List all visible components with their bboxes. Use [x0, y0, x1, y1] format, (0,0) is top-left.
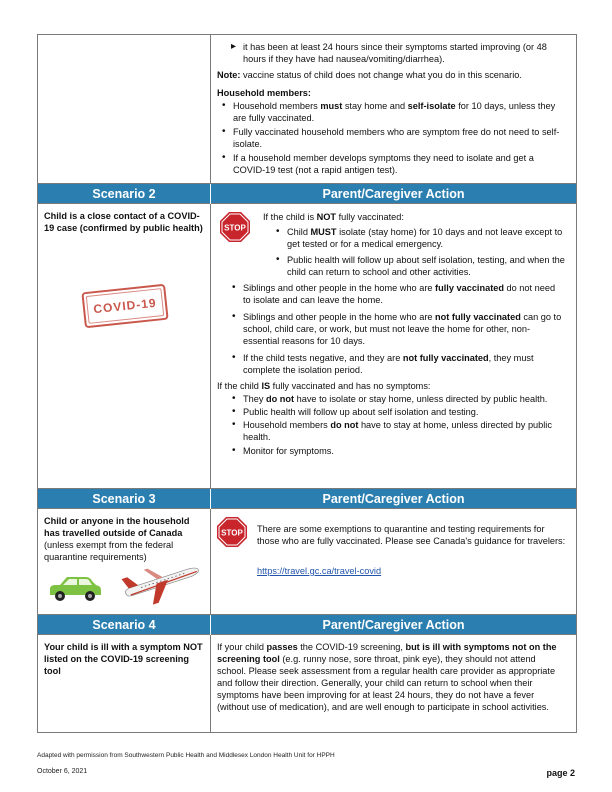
household-item: • If a household member develops symptoms they need to isolate and get a COVID-19 test (not a rapid antigen test).: [217, 152, 568, 176]
note: Note: vaccine status of child does not change what you do in this scenario.: [217, 70, 522, 80]
svg-text:STOP: STOP: [224, 223, 246, 233]
arrow-list: [217, 41, 568, 65]
s2-item: • Siblings and other people in the home who are fully vaccinated do not need to isolate and can leave the home.: [227, 282, 564, 306]
scenario2-body: [37, 204, 577, 489]
continuation-left-cell: [38, 35, 211, 183]
scenario4-title: Scenario 4: [38, 615, 211, 635]
scenario4-action-title: Parent/Caregiver Action: [322, 618, 465, 632]
household-item: • Fully vaccinated household members who are symptom free do not need to self-isolate.: [217, 126, 568, 150]
scenario4-left-cell: [38, 635, 211, 732]
footer-date: October 6, 2021: [37, 768, 88, 775]
scenario2-action-title: Parent/Caregiver Action: [322, 187, 465, 201]
covid-stamp-icon: COVID-19: [81, 284, 168, 329]
s2-item: • Siblings and other people in the home who are not fully vaccinated can go to school, child care, or work, but must not leave the home for other, non-essential reasons for 10 days.: [227, 311, 564, 347]
continuation-row: [37, 34, 577, 184]
is-vaccinated-item: • Public health will follow up about self isolation and testing.: [227, 406, 564, 418]
is-vaccinated-item: • They do not have to isolate or stay home, unless directed by public health.: [227, 393, 564, 405]
svg-text:STOP: STOP: [221, 528, 243, 538]
household-list: [217, 100, 568, 176]
scenario3-body: [37, 509, 577, 615]
scenario2-right-cell: [211, 204, 576, 488]
scenario3-description: Child or anyone in the household has travelled outside of Canada (unless exempt from the federal quarantine requirements): [44, 516, 190, 562]
scenario2-title: Scenario 2: [38, 184, 211, 204]
scenario4-header: [37, 615, 577, 635]
arrow-item: ▸ it has been at least 24 hours since their symptoms started improving (or 48 hours if they have had nausea/vomiting/diarrhea).: [229, 41, 568, 65]
household-heading: Household members:: [217, 88, 311, 98]
scenario3-title: Scenario 3: [38, 489, 211, 509]
scenario3-action-title: Parent/Caregiver Action: [322, 492, 465, 506]
scenario2-header: [37, 184, 577, 204]
scenario4-description: Your child is ill with a symptom NOT listed on the COVID-19 screening tool: [44, 642, 203, 676]
not-vaccinated-list: [263, 226, 566, 278]
not-vaccinated-item: • Child MUST isolate (stay home) for 10 days and not leave except to get tested or for a medical emergency.: [271, 226, 566, 250]
scenario4-paragraph: If your child passes the COVID-19 screening, but is ill with symptoms not on the screening tool (e.g. runny nose, sore throat, pink eye), they should not attend school. Please seek assessment from a regular health care provider as appropriate and follow their direction. Generally, your child can return to school when their symptoms have been improving for at least 24 hours, they do not have a fever (without use of medication), and are well enough to participate in school activities.: [217, 642, 557, 712]
car-icon: [46, 573, 104, 603]
scenario3-right-cell: [211, 509, 576, 614]
is-vaccinated-item: • Household members do not have to stay at home, unless directed by public health.: [227, 419, 564, 443]
scenario4-body: [37, 635, 577, 733]
not-vaccinated-item: • Public health will follow up about self isolation, testing, and when the child can return to school and other activities.: [271, 254, 566, 278]
household-list-s2: [227, 282, 564, 376]
page-number: page 2: [546, 768, 575, 778]
scenario2-left-cell: [38, 204, 211, 488]
not-vaccinated-intro: If the child is NOT fully vaccinated:: [263, 212, 404, 222]
continuation-right-cell: [211, 35, 576, 183]
scenario3-header: [37, 489, 577, 509]
is-vaccinated-section: [217, 380, 564, 457]
scenario2-description: Child is a close contact of a COVID-19 case (confirmed by public health): [44, 211, 203, 233]
is-vaccinated-item: • Monitor for symptoms.: [227, 445, 564, 457]
stop-sign-icon: [220, 212, 250, 242]
scenario3-text: There are some exemptions to quarantine and testing requirements for those who are fully vaccinated. Please see Canada's guidance for travelers:: [257, 524, 566, 546]
airplane-icon: [118, 557, 204, 605]
is-vaccinated-list: [217, 393, 564, 457]
s2-item: • If the child tests negative, and they are not fully vaccinated, they must complete the isolation period.: [227, 352, 564, 376]
is-vaccinated-intro: If the child IS fully vaccinated and has no symptoms:: [217, 381, 431, 391]
stop-sign-icon: [217, 517, 247, 547]
travel-guidance-link[interactable]: https://travel.gc.ca/travel-covid: [257, 566, 382, 576]
scenario4-right-cell: [211, 635, 576, 732]
scenario3-left-cell: [38, 509, 211, 614]
household-item: • Household members must stay home and self-isolate for 10 days, unless they are fully vaccinated.: [217, 100, 568, 124]
footer-credit: Adapted with permission from Southwestern Public Health and Middlesex London Health Unit for HPPH: [37, 752, 335, 759]
guidance-table: [37, 34, 577, 733]
